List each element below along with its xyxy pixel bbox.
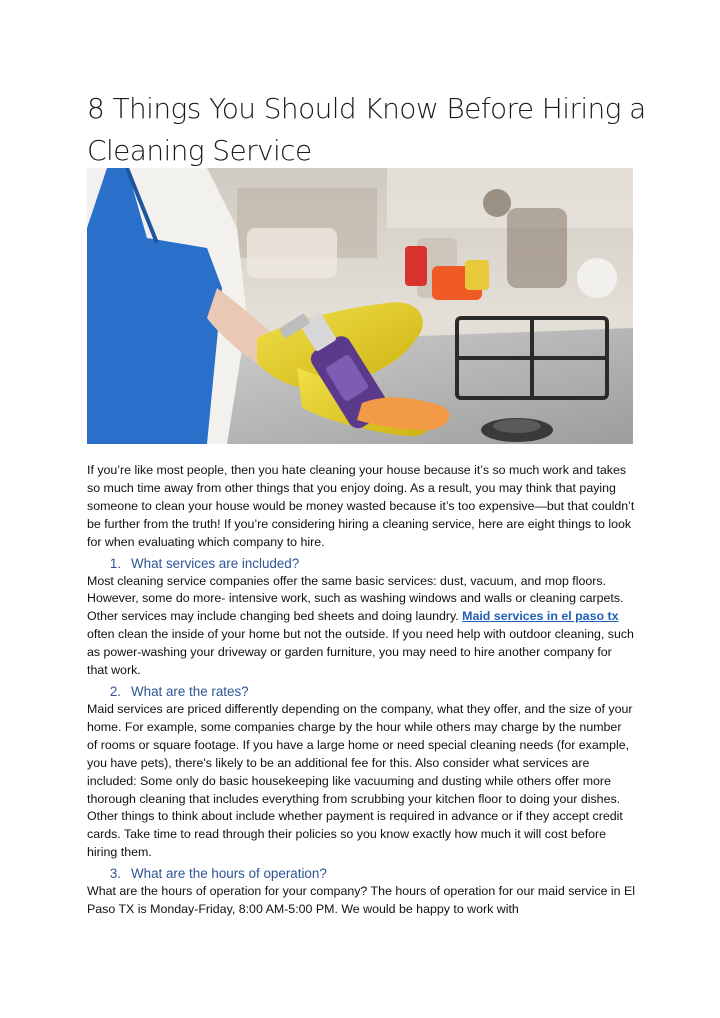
paragraph-text: Most cleaning service companies offer the same basic services: dust, vacuum, and mop floors. However, some do more- intensive work, such as washing windows and walls or cleaning carpets. Other services may include changing bed sheets and doing laundry.	[87, 573, 624, 624]
page-title: 8 Things You Should Know Before Hiring a Cleaning Service	[87, 92, 646, 167]
section-number: 3.	[109, 866, 121, 882]
section-heading-text: What are the rates?	[131, 683, 249, 699]
section-paragraph-hours: What are the hours of operation for your company? The hours of operation for our maid service in El Paso TX is Monday-Friday, 8:00 AM-5:00 PM. We would be happy to work with	[87, 884, 636, 917]
section-number: 2.	[109, 683, 121, 699]
cleaning-photo	[87, 168, 633, 444]
section-heading-rates	[87, 683, 635, 700]
section-number: 1.	[109, 555, 121, 571]
cleaning-photo-icon	[87, 168, 633, 444]
maid-services-link[interactable]: Maid services in el paso tx	[462, 609, 619, 624]
section-heading-services	[87, 555, 635, 572]
section-heading-hours	[87, 865, 635, 882]
intro-paragraph: If you’re like most people, then you hate cleaning your house because it’s so much work and takes so much time away from other things that you enjoy doing. As a result, you may think that paying someone to clean your house would be money wasted because it’s too expensive—but that couldn’t be further from the truth! If you’re considering hiring a cleaning service, here are eight things to look for when evaluating which company to hire.	[87, 463, 635, 549]
section-heading-text: What services are included?	[131, 555, 300, 571]
article-body	[87, 462, 635, 919]
section-paragraph-rates: Maid services are priced differently depending on the company, what they offer, and the size of your home. For example, some companies charge by the hour while others may charge by the number of rooms or square footage. If you have a large home or need special cleaning needs (for example, you have pets), there's likely to be an additional fee for this. Also consider what services are included: Some only do basic housekeeping like vacuuming and dusting while others offer more thorough cleaning that includes everything from scrubbing your kitchen floor to doing your dishes. Other things to think about include whether payment is required in advance or if they accept credit cards. Take time to read through their policies so you know exactly how much it will cost before hiring them.	[87, 701, 633, 860]
section-paragraph-services	[87, 573, 635, 680]
section-heading-text: What are the hours of operation?	[131, 866, 327, 882]
paragraph-text: often clean the inside of your home but not the outside. If you need help with outdoor cleaning, such as power-washing your driveway or garden furniture, you may need to hire another company for that work.	[87, 627, 634, 678]
